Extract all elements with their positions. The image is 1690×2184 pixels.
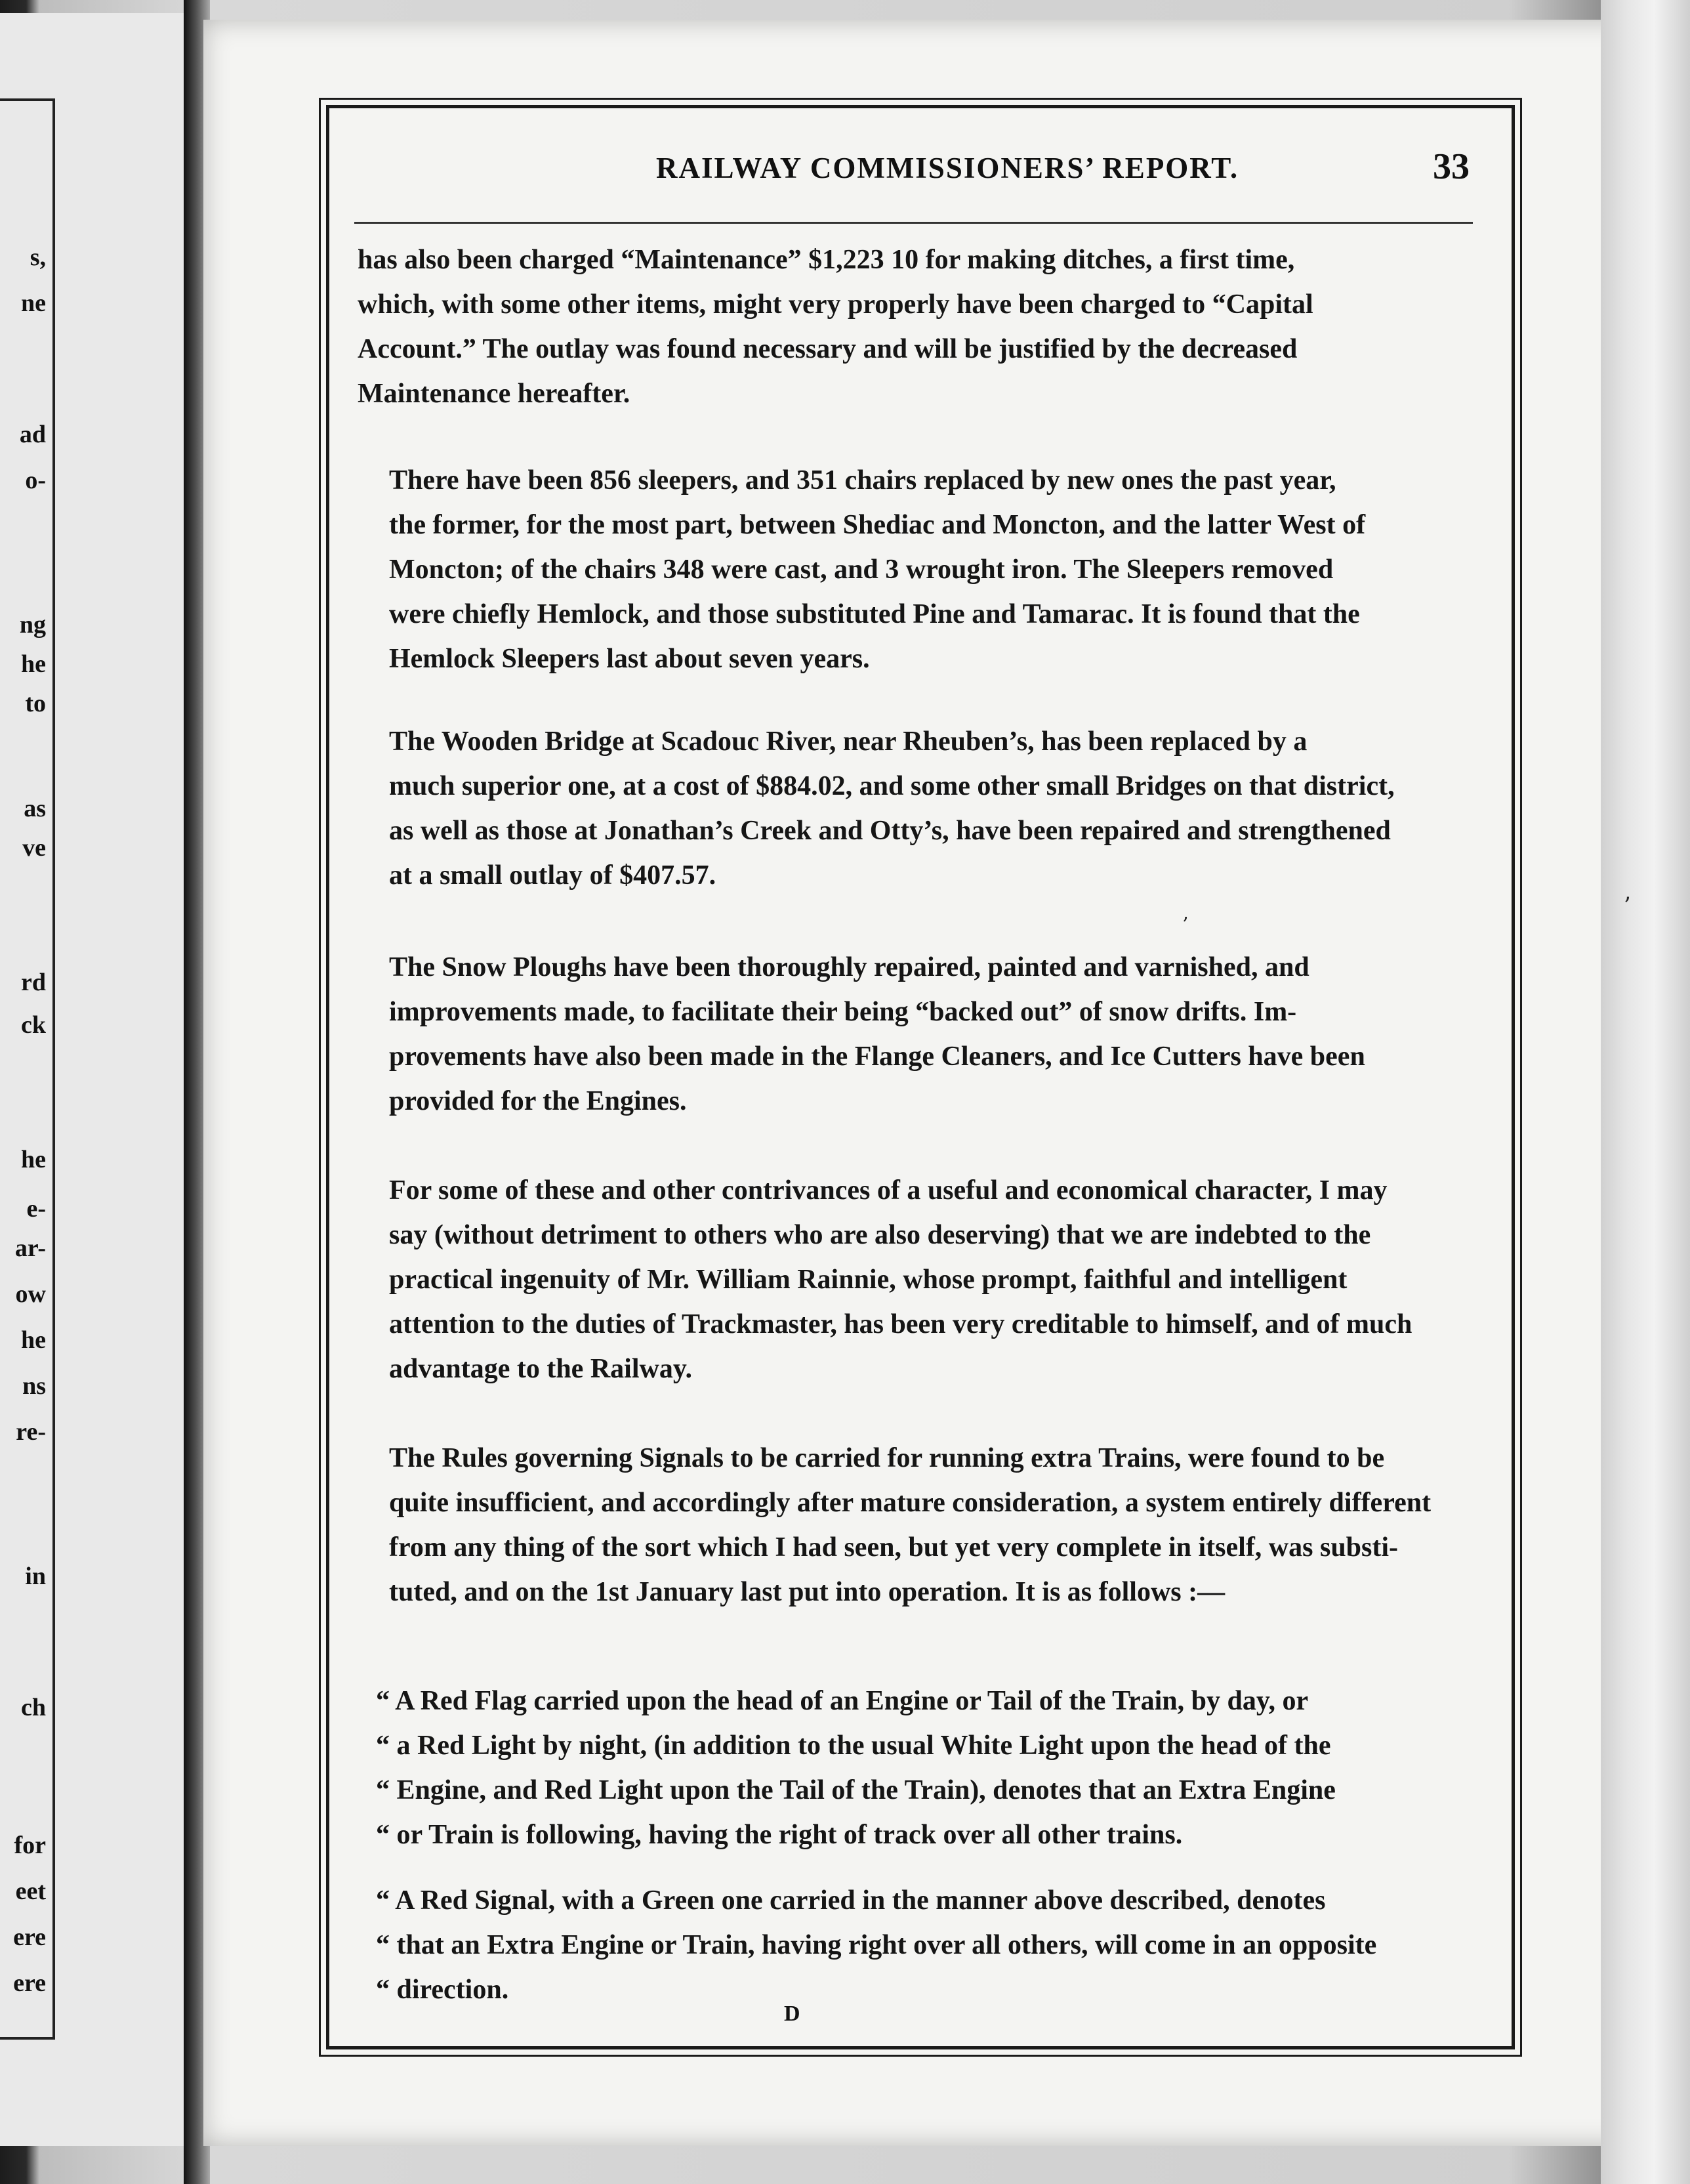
text-line: were chiefly Hemlock, and those substituted Pine and Tamarac. It is found that the	[389, 599, 1360, 629]
quote-red-flag	[358, 1679, 1473, 1857]
text-line: There have been 856 sleepers, and 351 chairs replaced by new ones the past year,	[389, 465, 1336, 495]
facing-fragment: ve	[22, 834, 46, 862]
running-header	[656, 146, 1489, 197]
text-line: improvements made, to facilitate their being “backed out” of snow drifts. Im-	[389, 997, 1297, 1027]
facing-fragment: ow	[15, 1280, 46, 1308]
facing-fragment: in	[25, 1563, 46, 1590]
quote-red-green-signal	[358, 1878, 1473, 2012]
facing-fragment: eet	[15, 1878, 46, 1905]
text-line: say (without detriment to others who are also deserving) that we are indebted to the	[389, 1220, 1371, 1250]
text-line: practical ingenuity of Mr. William Rainnie, whose prompt, faithful and intelligent	[389, 1265, 1348, 1295]
facing-fragment: e-	[26, 1195, 46, 1223]
text-line: For some of these and other contrivances of a useful and economical character, I may	[389, 1175, 1388, 1206]
text-line: The Rules governing Signals to be carried for running extra Trains, were found to be	[389, 1443, 1385, 1473]
text-line: “ direction.	[376, 1975, 509, 2005]
text-line: “ that an Extra Engine or Train, having right over all others, will come in an opposite	[376, 1930, 1377, 1960]
running-title: RAILWAY COMMISSIONERS’ REPORT.	[656, 152, 1239, 184]
text-line: from any thing of the sort which I had seen, but yet very complete in itself, was substi-	[389, 1532, 1399, 1563]
text-line: which, with some other items, might very properly have been charged to “Capital	[358, 289, 1313, 320]
paragraph-maintenance	[358, 238, 1473, 416]
stray-mark: ’	[1182, 914, 1189, 936]
facing-page-frame	[0, 98, 55, 2040]
text-line: advantage to the Railway.	[389, 1354, 692, 1384]
edge-mark: ’	[1624, 892, 1631, 919]
text-line: The Wooden Bridge at Scadouc River, near Rheuben’s, has been replaced by a	[389, 726, 1308, 757]
text-line: the former, for the most part, between Shediac and Moncton, and the latter West of	[389, 510, 1366, 540]
facing-fragment: o-	[25, 467, 46, 494]
facing-fragment: ere	[13, 1923, 46, 1951]
page-number: 33	[1433, 146, 1470, 187]
page-edges	[1601, 0, 1690, 2184]
facing-page	[0, 13, 199, 2146]
facing-fragment: ns	[22, 1372, 46, 1400]
facing-fragment: he	[21, 650, 46, 678]
text-line: “ a Red Light by night, (in addition to the usual White Light upon the head of the	[376, 1731, 1331, 1761]
facing-fragment: ar-	[14, 1234, 46, 1262]
text-line: attention to the duties of Trackmaster, has been very creditable to himself, and of much	[389, 1309, 1412, 1339]
text-line: “ or Train is following, having the right of track over all other trains.	[376, 1820, 1183, 1850]
text-line: Maintenance hereafter.	[358, 379, 630, 409]
facing-fragment: ck	[21, 1011, 46, 1039]
facing-fragment: s,	[30, 243, 46, 271]
paragraph-contrivances	[358, 1168, 1473, 1391]
paragraph-sleepers	[358, 458, 1473, 681]
text-line: provided for the Engines.	[389, 1086, 687, 1116]
facing-fragment: re-	[16, 1418, 46, 1446]
text-line: Account.” The outlay was found necessary and will be justified by the decreased	[358, 334, 1298, 364]
text-line: “ A Red Flag carried upon the head of an Engine or Tail of the Train, by day, or	[376, 1686, 1309, 1716]
text-line: much superior one, at a cost of $884.02, and some other small Bridges on that district,	[389, 771, 1395, 801]
facing-fragment: as	[24, 795, 46, 822]
facing-fragment: ng	[19, 611, 46, 639]
paragraph-bridge	[358, 719, 1473, 898]
text-line: “ A Red Signal, with a Green one carried in the manner above described, denotes	[376, 1885, 1326, 1916]
text-line: at a small outlay of $407.57.	[389, 860, 716, 891]
paragraph-snow-ploughs	[358, 945, 1473, 1124]
paragraph-signal-rules	[358, 1436, 1473, 1614]
facing-fragment: to	[25, 690, 46, 717]
facing-fragment: rd	[21, 969, 46, 996]
text-line: “ Engine, and Red Light upon the Tail of the Train), denotes that an Extra Engine	[376, 1775, 1336, 1805]
text-line: Moncton; of the chairs 348 were cast, and 3 wrought iron. The Sleepers removed	[389, 555, 1334, 585]
text-line: provements have also been made in the Flange Cleaners, and Ice Cutters have been	[389, 1041, 1365, 1072]
signature-mark: D	[784, 2002, 800, 2026]
header-rule	[354, 222, 1473, 224]
facing-fragment: he	[21, 1146, 46, 1173]
facing-fragment: ne	[21, 289, 46, 317]
facing-fragment: ad	[19, 421, 46, 448]
facing-fragment: he	[21, 1326, 46, 1354]
facing-fragment: ere	[13, 1969, 46, 1997]
facing-fragment: ch	[21, 1694, 46, 1721]
text-line: quite insufficient, and accordingly after mature consideration, a system entirely different	[389, 1488, 1432, 1518]
text-line: Hemlock Sleepers last about seven years.	[389, 644, 870, 674]
text-line: has also been charged “Maintenance” $1,223 10 for making ditches, a first time,	[358, 245, 1295, 275]
text-line: tuted, and on the 1st January last put into operation. It is as follows :—	[389, 1577, 1226, 1607]
text-line: as well as those at Jonathan’s Creek and Otty’s, have been repaired and strengthened	[389, 816, 1391, 846]
text-line: The Snow Ploughs have been thoroughly repaired, painted and varnished, and	[389, 952, 1309, 982]
facing-fragment: for	[14, 1832, 46, 1859]
